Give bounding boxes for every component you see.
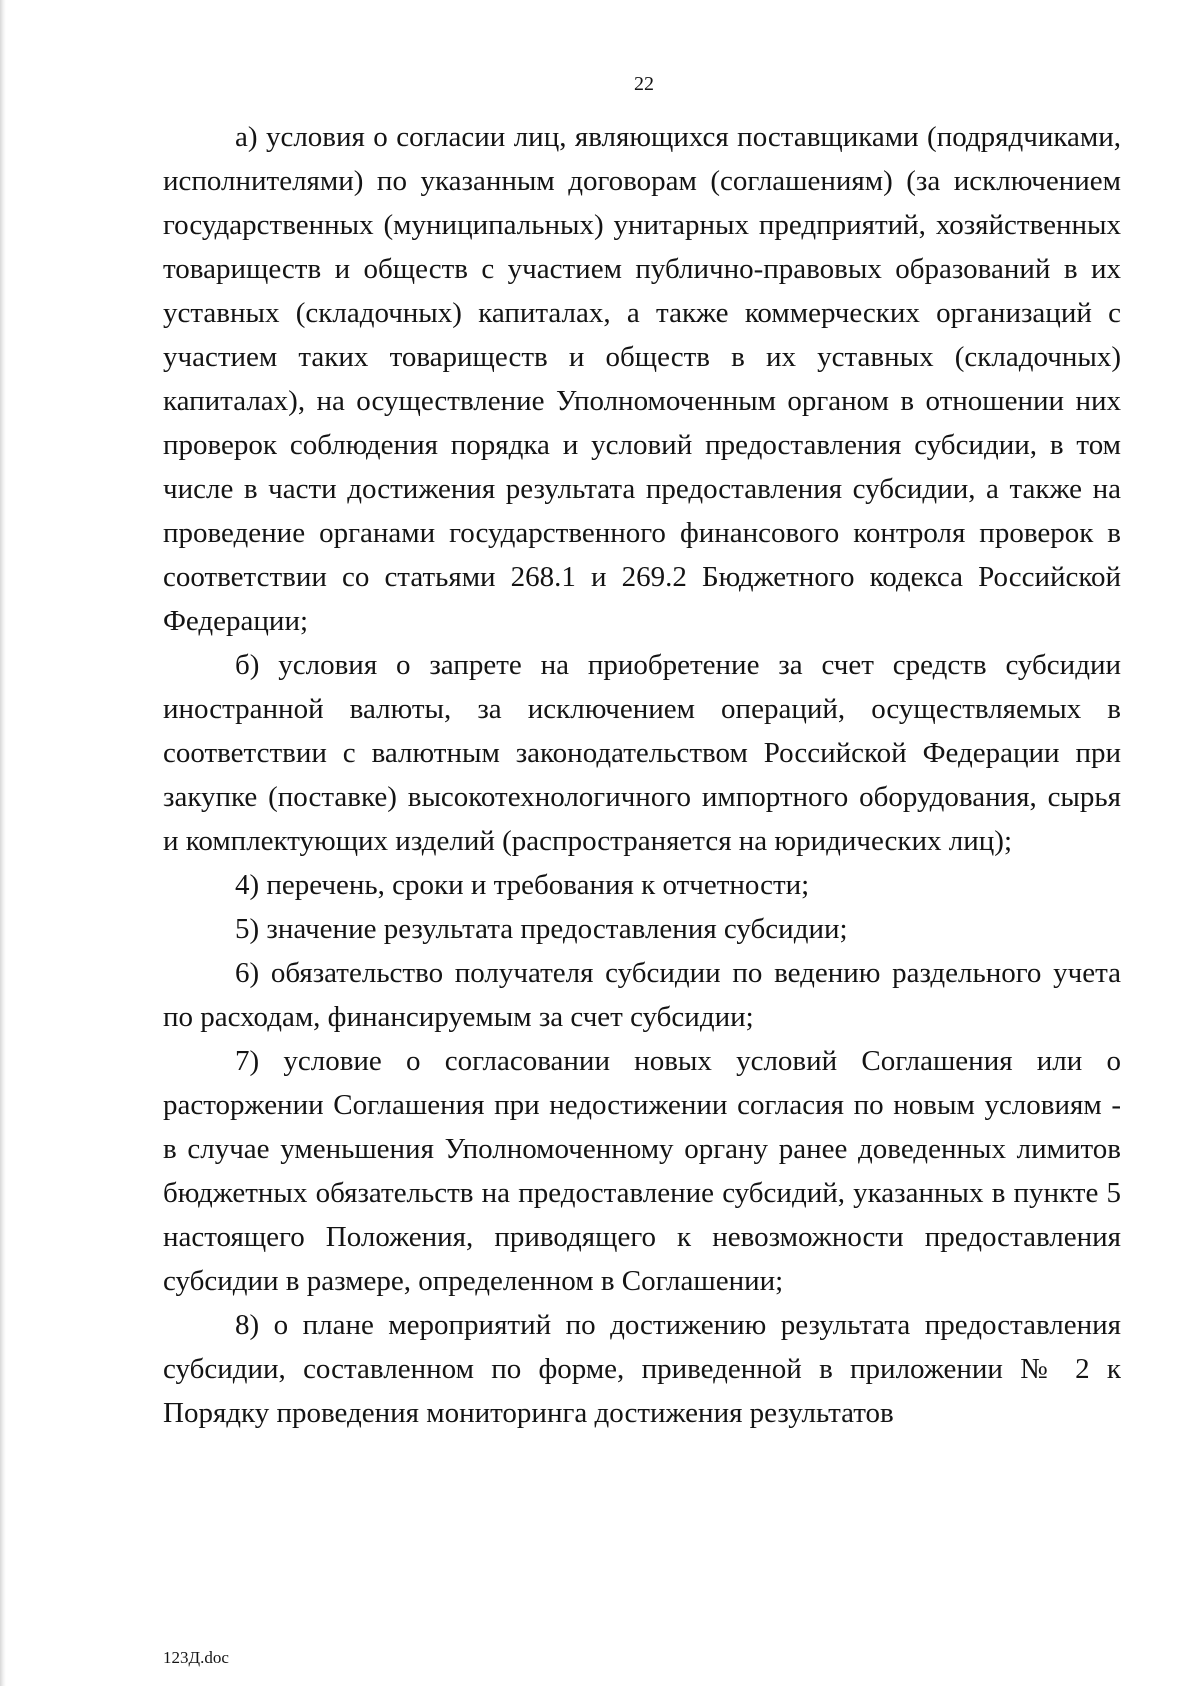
document-body (163, 115, 1121, 1435)
paragraph-8-action-plan: 8) о плане мероприятий по достижению результата предоставления субсидии, составленном по форме, приведенной в приложении № 2 к Порядку проведения мониторинга достижения результатов (163, 1309, 1121, 1429)
paragraph-b-currency-ban: б) условия о запрете на приобретение за счет средств субсидии иностранной валюты, за исключением операций, осуществляемых в соответствии с валютным законодательством Российской Федерации при закупке (поставке) высокотехнологичного импортного оборудования, сырья и комплектующих изделий (распространяется на юридических лиц); (163, 649, 1121, 857)
paragraph-a-supplier-consent: а) условия о согласии лиц, являющихся поставщиками (подрядчиками, исполнителями) по указанным договорам (соглашениям) (за исключением государственных (муниципальных) унитарных предприятий, хозяйственных товариществ и обществ с участием публично-правовых образований в их уставных (складочных) капиталах, а также коммерческих организаций с участием таких товариществ и обществ в их уставных (складочных) капиталах), на осуществление Уполномоченным органом в отношении них проверок соблюдения порядка и условий предоставления субсидии, в том числе в части достижения результата предоставления субсидии, а также на проведение органами государственного финансового контроля проверок в соответствии со статьями 268.1 и 269.2 Бюджетного кодекса Российской Федерации; (163, 121, 1121, 637)
paragraph-6-separate-accounting: 6) обязательство получателя субсидии по ведению раздельного учета по расходам, финансируемым за счет субсидии; (163, 957, 1121, 1033)
paragraph-5-result-value: 5) значение результата предоставления субсидии; (235, 913, 848, 945)
page-number: 22 (634, 73, 654, 95)
paragraph-4-reporting: 4) перечень, сроки и требования к отчетности; (235, 869, 810, 901)
paragraph-7-agreement-terms: 7) условие о согласовании новых условий Соглашения или о расторжении Соглашения при недостижении согласия по новым условиям - в случае уменьшения Уполномоченному органу ранее доведенных лимитов бюджетных обязательств на предоставление субсидий, указанных в пункте 5 настоящего Положения, приводящего к невозможности предоставления субсидии в размере, определенном в Соглашении; (163, 1045, 1121, 1297)
scan-edge-shadow (0, 0, 6, 1686)
footer-filename: 123Д.doc (163, 1648, 229, 1667)
